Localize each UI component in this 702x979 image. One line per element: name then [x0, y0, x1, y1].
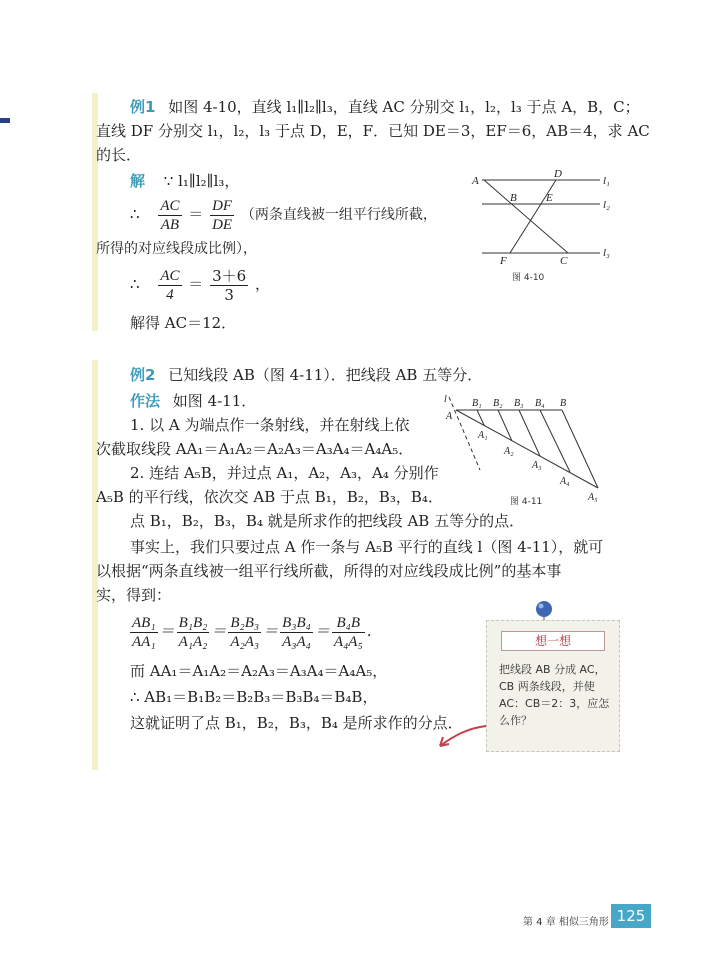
ex1-result-line — [96, 312, 236, 334]
fig1-label-a: A — [472, 175, 479, 187]
footer-chapter: 第 4 章 相似三角形 — [523, 917, 609, 928]
eq-sign: ＝ — [314, 624, 330, 640]
fig1-label-c: C — [560, 255, 568, 267]
fig2-label-b4: B₄ — [535, 398, 545, 409]
page-number: 125 — [611, 904, 651, 928]
frac-den: AB — [160, 216, 180, 233]
ex1-solution-given: ∵ l₁∥l₂∥l₃， — [163, 172, 240, 190]
ex2-method-label: 作法 — [130, 392, 161, 410]
ray-a — [456, 410, 598, 488]
side-marker — [0, 118, 10, 123]
fig2-label-a5: A₅ — [588, 492, 598, 503]
step3-text: 点 B₁，B₂，B₃，B₄ 就是所求作的把线段 AB 五等分的点． — [130, 512, 525, 530]
eq-sign: ＝ — [188, 205, 204, 223]
frac-num: AB₁ — [132, 615, 156, 632]
ex1-result: 解得 AC＝12． — [130, 314, 237, 332]
ex1-solution-line — [96, 170, 239, 192]
ex2-proof-line — [96, 712, 463, 734]
eq-sign: ＝ — [263, 624, 279, 640]
frac-den: A₂A₃ — [230, 634, 260, 651]
fig2-caption: 图 4-11 — [510, 497, 543, 507]
fig2-label-b1: B₁ — [472, 398, 482, 409]
fig2-label-a3: A₃ — [532, 460, 542, 471]
ex1-proportion-line — [96, 192, 437, 237]
fig2-label-b: B — [560, 398, 567, 409]
frac-den: DE — [212, 216, 233, 233]
ex2-so-line — [96, 686, 377, 708]
fig1-label-l3: l₃ — [603, 247, 610, 259]
frac-den: A₄A₅ — [333, 634, 363, 651]
line-ac — [484, 180, 568, 253]
eq-sign: ＝ — [211, 624, 227, 640]
fig2-label-a2: A₂ — [504, 446, 514, 457]
and-line-text: 而 AA₁＝A₁A₂＝A₂A₃＝A₃A₄＝A₄A₅， — [130, 662, 388, 680]
proof-line-text: 这就证明了点 B₁，B₂，B₃，B₄ 是所求作的分点． — [130, 714, 463, 732]
frac-den: A₃A₄ — [282, 634, 311, 651]
parallel-3 — [519, 410, 540, 456]
ex2-fact1 — [96, 536, 603, 558]
ex2-step2b: A₅B 的平行线，依次交 AB 于点 B₁，B₂，B₃，B₄． — [96, 488, 443, 506]
eq-sign: ＝ — [188, 275, 204, 293]
fig1-label-l1: l₁ — [603, 175, 610, 187]
fig2-label-b3: B₃ — [514, 398, 524, 409]
frac-num: B₃B₄ — [282, 615, 311, 632]
ex1-substitution-line — [96, 262, 270, 306]
fig1-label-b: B — [510, 192, 517, 204]
fig1-caption: 图 4-10 — [512, 273, 545, 283]
fig2-label-b2: B₂ — [493, 398, 503, 409]
fig1-label-d: D — [554, 168, 562, 180]
ex1-statement-1: 如图 4-10，直线 l₁∥l₂∥l₃，直线 AC 分别交 l₁，l₂，l₃ 于点 A，B，C； — [168, 98, 640, 116]
figure-4-11 — [440, 392, 620, 512]
ex1-line3: 的长． — [96, 146, 142, 164]
so-line-text: ∴ AB₁＝B₁B₂＝B₂B₃＝B₃B₄＝B₄B， — [130, 688, 378, 706]
ex2-and-line — [96, 660, 387, 682]
fig2-label-a1: A₁ — [478, 430, 488, 441]
frac-num: AC — [160, 197, 180, 214]
fig1-label-l2: l₂ — [603, 199, 610, 211]
ex2-statement-line — [96, 364, 482, 386]
ratio-frac-5 — [332, 614, 365, 651]
fig1-label-e: E — [546, 192, 553, 204]
ex2-label: 例2 — [130, 366, 156, 384]
step2a-text: 2. 连结 A₅B，并过点 A₁，A₂，A₃，A₄ 分别作 — [130, 464, 439, 482]
ex1-line2: 直线 DF 分别交 l₁，l₂，l₃ 于点 D，E，F．已知 DE＝3，EF＝6，AB＝4，求 AC — [96, 122, 650, 140]
figure-4-10 — [470, 165, 620, 285]
ex2-fact2: 以根据“两条直线被一组平行线所截，所得的对应线段成比例”的基本事 — [96, 562, 562, 580]
ex2-statement: 已知线段 AB（图 4-11）．把线段 AB 五等分． — [168, 366, 483, 384]
frac-den: 3 — [224, 285, 234, 304]
frac-den: AA₁ — [132, 634, 156, 651]
eq-sign: ＝ — [159, 624, 175, 640]
fig2-label-l: l — [444, 394, 447, 405]
ratio-frac-2 — [177, 614, 210, 651]
ex2-step1a — [96, 414, 409, 436]
ex1-reason-1: （两条直线被一组平行线所截， — [240, 207, 437, 223]
ex1-frac-ac-ab — [158, 197, 181, 234]
step1a-text: 1. 以 A 为端点作一条射线，并在射线上依 — [130, 416, 410, 434]
therefore-symbol: ∴ — [130, 275, 140, 293]
ex1-frac-ac-4 — [158, 267, 181, 304]
therefore-symbol: ∴ — [130, 205, 140, 223]
ex2-step2a — [96, 462, 439, 484]
parallel-1 — [477, 410, 484, 425]
think-title: 想一想 — [501, 631, 605, 651]
ratio-frac-4 — [280, 614, 313, 651]
frac-den: A₁A₂ — [178, 634, 208, 651]
ratio-frac-1 — [130, 614, 158, 651]
ex1-frac-df-de — [210, 197, 234, 234]
parallel-4 — [540, 410, 570, 472]
ex1-frac-36-3 — [210, 267, 248, 304]
period: ． — [366, 624, 382, 640]
ratio-frac-3 — [228, 614, 261, 651]
fig2-label-a: A — [446, 411, 453, 422]
ex1-line1 — [96, 96, 640, 118]
frac-num: 3＋6 — [212, 266, 247, 285]
ex1-label: 例1 — [130, 98, 156, 116]
think-box — [486, 620, 620, 752]
frac-num: AC — [160, 267, 180, 284]
ex2-fact3: 实，得到： — [96, 586, 172, 604]
frac-num: B₂B₃ — [230, 615, 260, 632]
frac-num: DF — [212, 197, 233, 214]
ex1-reason-line: 所得的对应线段成比例）， — [96, 241, 257, 257]
fig1-label-f: F — [500, 255, 507, 267]
frac-den: 4 — [166, 286, 174, 303]
think-body: 把线段 AB 分成 AC，CB 两条线段，并使 AC：CB＝2：3，应怎么作？ — [499, 663, 610, 727]
ex2-ratio-chain — [128, 610, 382, 654]
comma: ， — [254, 275, 270, 293]
line-df — [510, 180, 556, 253]
ex2-method-intro: 如图 4-11． — [172, 392, 257, 410]
ex2-method-line — [96, 390, 256, 412]
frac-num: B₁B₂ — [178, 615, 208, 632]
arrow-icon — [430, 722, 490, 752]
ex1-solution-label: 解 — [130, 172, 146, 190]
fig2-label-a4: A₄ — [560, 476, 570, 487]
frac-num: B₄B — [332, 614, 365, 633]
ex2-step1b: 次截取线段 AA₁＝A₁A₂＝A₂A₃＝A₃A₄＝A₄A₅． — [96, 440, 414, 458]
ex2-step3 — [96, 510, 524, 532]
fact1-text: 事实上，我们只要过点 A 作一条与 A₅B 平行的直线 l（图 4-11），就可 — [130, 538, 604, 556]
